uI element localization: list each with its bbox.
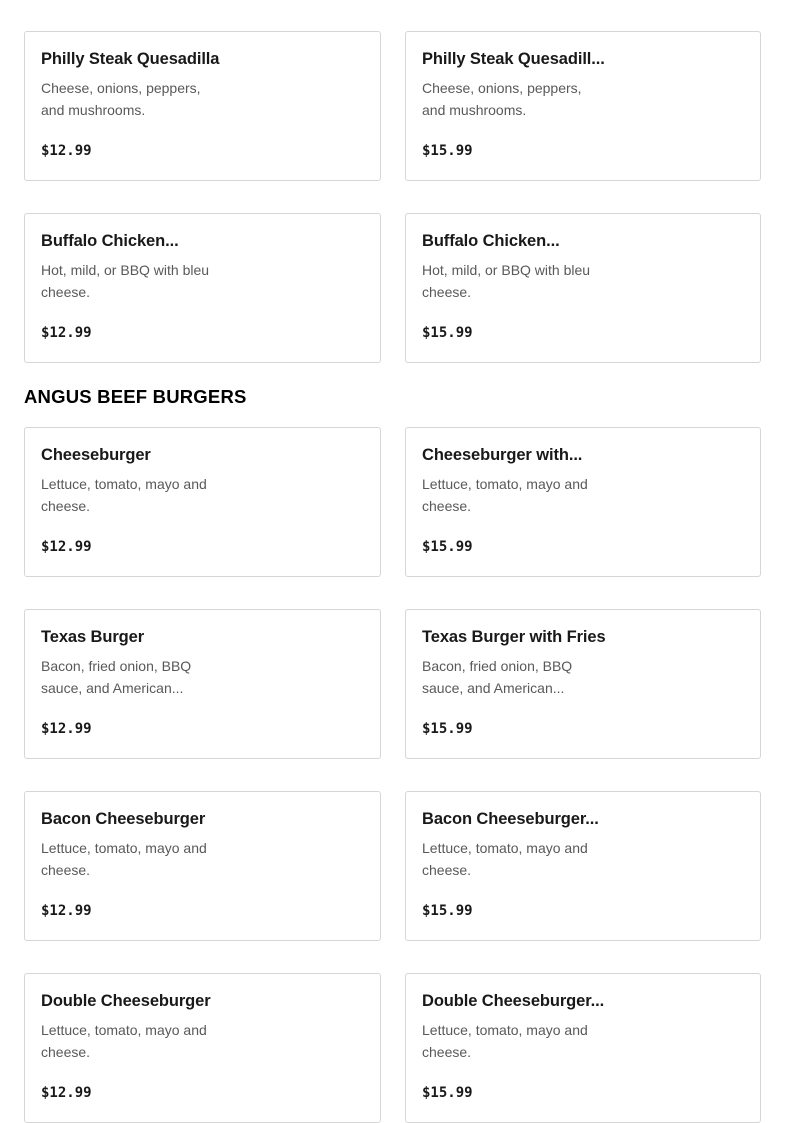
menu-item-card[interactable] [24,31,381,181]
menu-item-price: $15.99 [422,325,473,341]
menu-item-price: $15.99 [422,721,473,737]
menu-item-name: Bacon Cheeseburger... [422,810,599,828]
menu-item-card[interactable] [24,973,381,1123]
menu-item-card[interactable] [405,609,761,759]
menu-item-card[interactable] [405,213,761,363]
menu-item-name: Double Cheeseburger... [422,992,605,1010]
menu-item-description: Lettuce, tomato, mayo and cheese. [422,476,588,514]
menu-item-name: Philly Steak Quesadill... [422,50,605,68]
menu-item-price: $12.99 [41,903,92,919]
menu-item-description: Lettuce, tomato, mayo and cheese. [41,1022,207,1060]
menu-item-card[interactable] [405,31,761,181]
menu-item-name: Cheeseburger with... [422,446,583,464]
menu-item-price: $15.99 [422,143,473,159]
menu-item-name: Texas Burger [41,628,145,646]
menu-item-card[interactable] [405,791,761,941]
menu-item-description: Bacon, fried onion, BBQ sauce, and American... [41,658,192,696]
menu-item-description: Bacon, fried onion, BBQ sauce, and American... [422,658,573,696]
menu-item-price: $12.99 [41,143,92,159]
menu-item-description: Hot, mild, or BBQ with bleu cheese. [41,262,210,300]
menu-item-name: Buffalo Chicken... [422,232,560,250]
menu-item-card[interactable] [24,427,381,577]
menu-item-description: Lettuce, tomato, mayo and cheese. [422,1022,588,1060]
menu-item-price: $12.99 [41,721,92,737]
menu-item-name: Cheeseburger [41,446,151,464]
menu-item-price: $12.99 [41,325,92,341]
menu-item-card[interactable] [405,427,761,577]
menu-item-name: Double Cheeseburger [41,992,211,1010]
menu-item-description: Hot, mild, or BBQ with bleu cheese. [422,262,591,300]
section-title: ANGUS BEEF BURGERS [24,386,247,407]
menu-item-description: Cheese, onions, peppers, and mushrooms. [422,80,582,118]
menu-item-card[interactable] [405,973,761,1123]
menu-item-description: Lettuce, tomato, mayo and cheese. [41,840,207,878]
menu-item-name: Bacon Cheeseburger [41,810,206,828]
menu-item-card[interactable] [24,213,381,363]
menu-item-name: Buffalo Chicken... [41,232,179,250]
menu-item-name: Philly Steak Quesadilla [41,50,220,68]
menu-item-price: $15.99 [422,539,473,555]
menu-item-card[interactable] [24,791,381,941]
menu-item-description: Cheese, onions, peppers, and mushrooms. [41,80,201,118]
menu-item-card[interactable] [24,609,381,759]
menu-item-price: $12.99 [41,539,92,555]
menu-item-description: Lettuce, tomato, mayo and cheese. [41,476,207,514]
menu-item-price: $15.99 [422,1085,473,1101]
menu-item-price: $12.99 [41,1085,92,1101]
menu-item-name: Texas Burger with Fries [422,628,606,646]
menu-item-description: Lettuce, tomato, mayo and cheese. [422,840,588,878]
menu-item-price: $15.99 [422,903,473,919]
